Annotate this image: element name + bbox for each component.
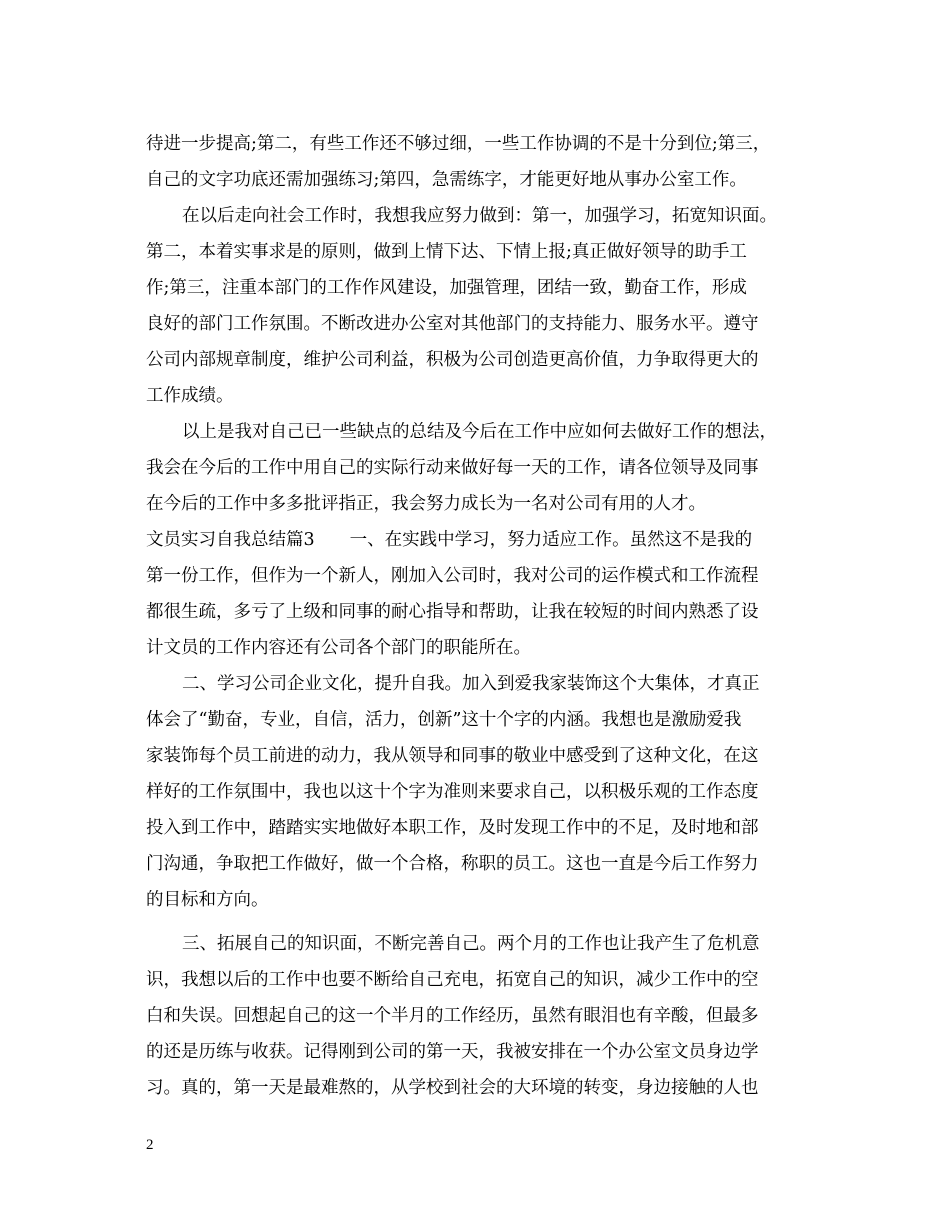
page-number: 2 — [146, 1137, 154, 1153]
text-line: 计文员的工作内容还有公司各个部门的职能所在。 — [146, 638, 531, 658]
text-line: 以上是我对自己已一些缺点的总结及今后在工作中应如何去做好工作的想法， — [182, 422, 777, 442]
text-line: 自己的文字功底还需加强练习;第四，急需练字，才能更好地从事办公室工作。 — [146, 170, 747, 190]
text-line: 体会了“勤奋，专业，自信，活力，创新”这十个字的内涵。我想也是激励爱我 — [146, 710, 742, 730]
text-line: 待进一步提高;第二，有些工作还不够过细，一些工作协调的不是十分到位;第三， — [146, 134, 771, 154]
text-line: 我会在今后的工作中用自己的实际行动来做好每一天的工作，请各位领导及同事 — [146, 458, 759, 478]
text-line: 样好的工作氛围中，我也以这十个字为准则来要求自己，以积极乐观的工作态度 — [146, 782, 759, 802]
text-line: 都很生疏，多亏了上级和同事的耐心指导和帮助，让我在较短的时间内熟悉了设 — [146, 602, 759, 622]
text-line: 第二，本着实事求是的原则，做到上情下达、下情上报;真正做好领导的助手工 — [146, 242, 747, 262]
text-line: 习。真的，第一天是最难熬的，从学校到社会的大环境的转变，身边接触的人也 — [146, 1078, 759, 1098]
text-line: 识，我想以后的工作中也要不断给自己充电，拓宽自己的知识，减少工作中的空 — [146, 970, 759, 990]
text-line: 第一份工作，但作为一个新人，刚加入公司时，我对公司的运作模式和工作流程 — [146, 566, 759, 586]
text-line: 作;第三，注重本部门的工作作风建设，加强管理，团结一致，勤奋工作，形成 — [146, 278, 747, 298]
text-line: 门沟通，争取把工作做好，做一个合格，称职的员工。这也一直是今后工作努力 — [146, 854, 759, 874]
text-line: 工作成绩。 — [146, 386, 234, 406]
text-line: 白和失误。回想起自己的这一个半月的工作经历，虽然有眼泪也有辛酸，但最多 — [146, 1006, 759, 1026]
text-line: 良好的部门工作氛围。不断改进办公室对其他部门的支持能力、服务水平。遵守 — [146, 314, 759, 334]
text-line: 二、学习公司企业文化，提升自我。加入到爱我家装饰这个大集体，才真正 — [182, 674, 760, 694]
text-line: 家装饰每个员工前进的动力，我从领导和同事的敬业中感受到了这种文化，在这 — [146, 746, 759, 766]
text-line: 公司内部规章制度，维护公司利益，积极为公司创造更高价值，力争取得更大的 — [146, 350, 759, 370]
text-line: 的还是历练与收获。记得刚到公司的第一天，我被安排在一个办公室文员身边学 — [146, 1042, 759, 1062]
text-line: 投入到工作中，踏踏实实地做好本职工作，及时发现工作中的不足，及时地和部 — [146, 818, 759, 838]
text-line: 在今后的工作中多多批评指正，我会努力成长为一名对公司有用的人才。 — [146, 494, 706, 514]
text-line: 在以后走向社会工作时，我想我应努力做到：第一，加强学习，拓宽知识面。 — [182, 206, 777, 226]
text-line: 的目标和方向。 — [146, 890, 269, 910]
section-heading-line: 文员实习自我总结篇3 一、在实践中学习，努力适应工作。虽然这不是我的 — [146, 530, 753, 550]
text-line: 三、拓展自己的知识面，不断完善自己。两个月的工作也让我产生了危机意 — [182, 934, 760, 954]
